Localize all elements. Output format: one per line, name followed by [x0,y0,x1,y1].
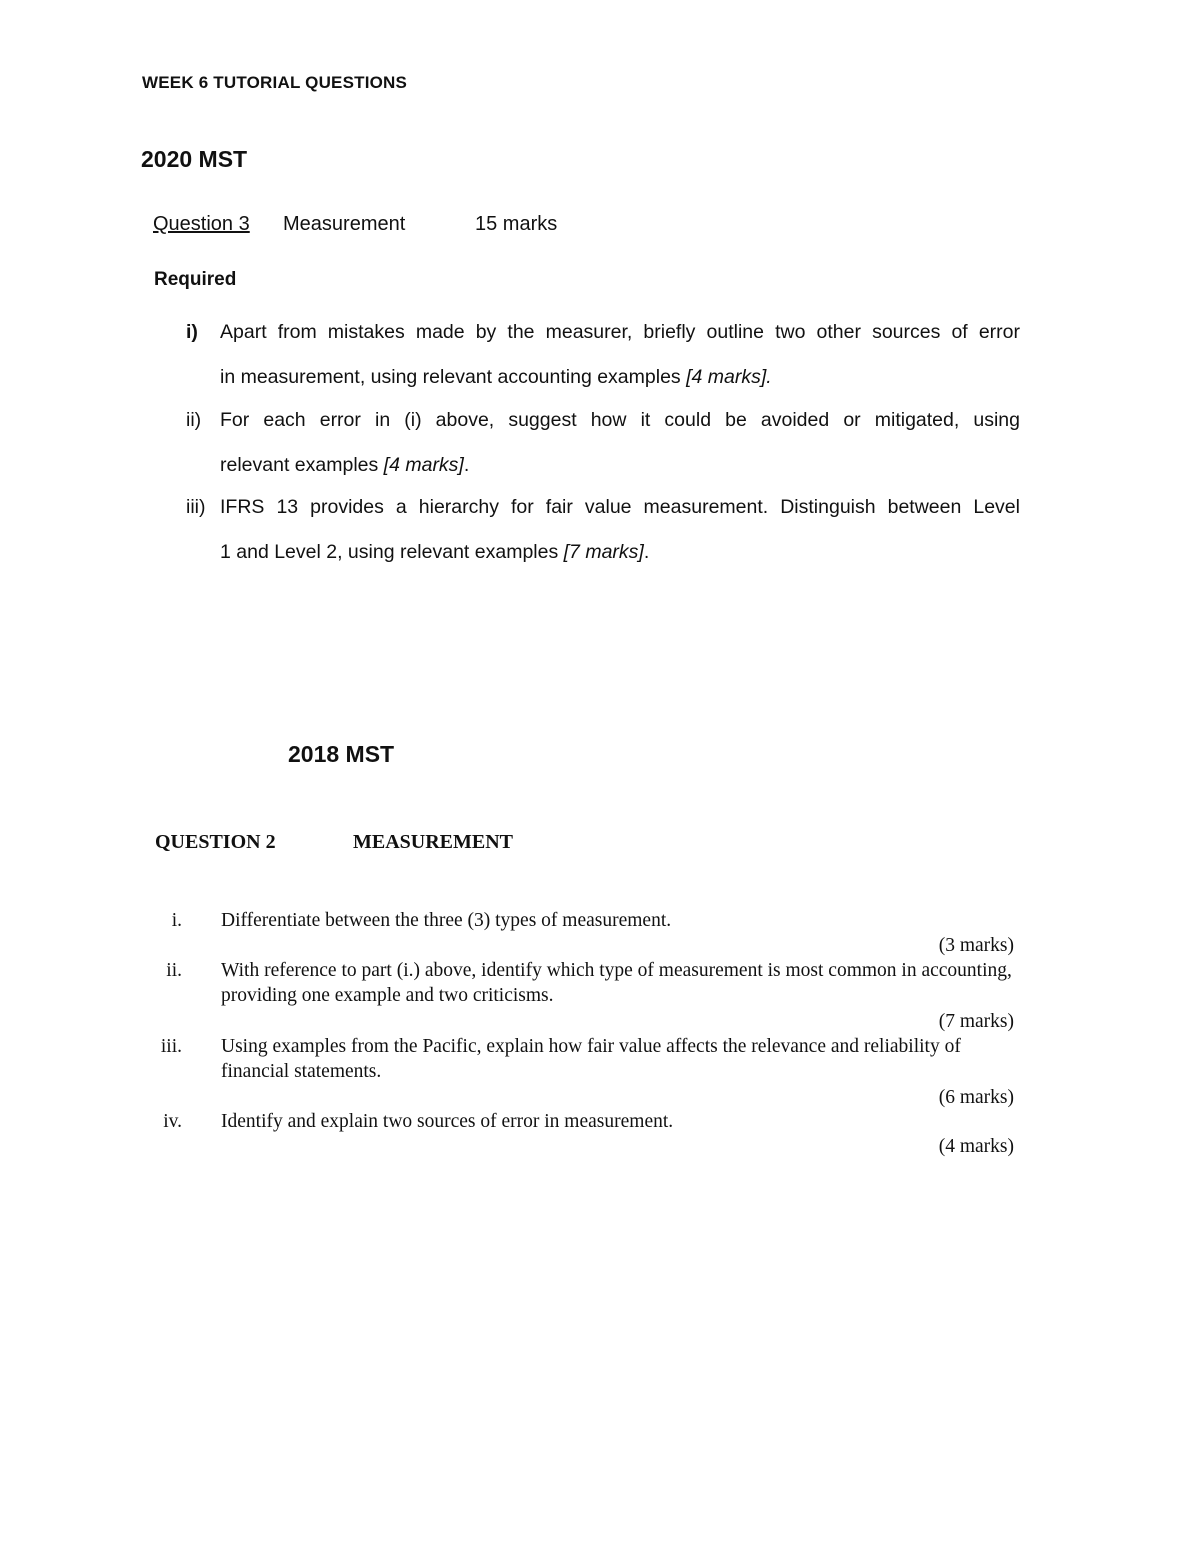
item-marks-tail: . [643,541,650,563]
item-text-line [220,366,772,389]
question-number: Question 3 [153,213,250,235]
question-heading-2020 [153,213,558,236]
document-header: WEEK 6 TUTORIAL QUESTIONS [142,73,408,92]
item-marks: (6 marks) [938,1087,1014,1108]
question-topic: Measurement [283,213,406,235]
item-text: Differentiate between the three (3) types of measurement. [221,910,672,931]
item-marks: [4 marks] [383,454,464,476]
list-item [150,908,1020,958]
item-text: Using examples from the Pacific, explain how fair value affects the relevance and reliability of financial statements. [221,1036,961,1082]
item-number: iii) [186,496,206,518]
item-marks: (7 marks) [938,1011,1014,1032]
item-number: i) [186,321,198,343]
item-number: ii. [166,960,182,981]
item-text-line [220,454,469,477]
item-text: With reference to part (i.) above, identify which type of measurement is most common in accounting, providing one example and two criticisms. [221,960,1012,1006]
item-number: ii) [186,409,202,431]
item-number: i. [171,910,182,931]
item-text: in measurement, using relevant accounting examples [220,366,681,388]
item-number: iv. [163,1111,182,1132]
item-marks-tail: . [463,454,470,476]
item-text: relevant examples [220,454,379,476]
item-text-line [220,541,649,564]
item-text-line: Apart from mistakes made by the measurer, briefly outline two other sources of error [220,321,1020,343]
item-marks: [4 marks]. [686,366,772,388]
list-item [150,1109,1020,1159]
section-title-2020: 2020 MST [141,146,248,172]
item-text: 1 and Level 2, using relevant examples [220,541,559,563]
item-marks: (4 marks) [938,1136,1014,1157]
item-marks: [7 marks] [563,541,644,563]
section-title-2018: 2018 MST [288,741,395,767]
question-heading-2018 [155,831,514,854]
item-number: iii. [160,1036,182,1057]
list-item [150,1034,1020,1109]
item-text: Identify and explain two sources of error in measurement. [221,1111,674,1132]
list-item [150,958,1020,1033]
question-marks: 15 marks [475,213,558,235]
question-number: QUESTION 2 [155,831,276,853]
item-marks: (3 marks) [938,935,1014,956]
required-label: Required [154,269,237,290]
item-text-line: For each error in (i) above, suggest how it could be avoided or mitigated, using [220,409,1020,431]
item-text-line: IFRS 13 provides a hierarchy for fair value measurement. Distinguish between Level [220,496,1020,518]
question-topic: MEASUREMENT [353,831,514,853]
